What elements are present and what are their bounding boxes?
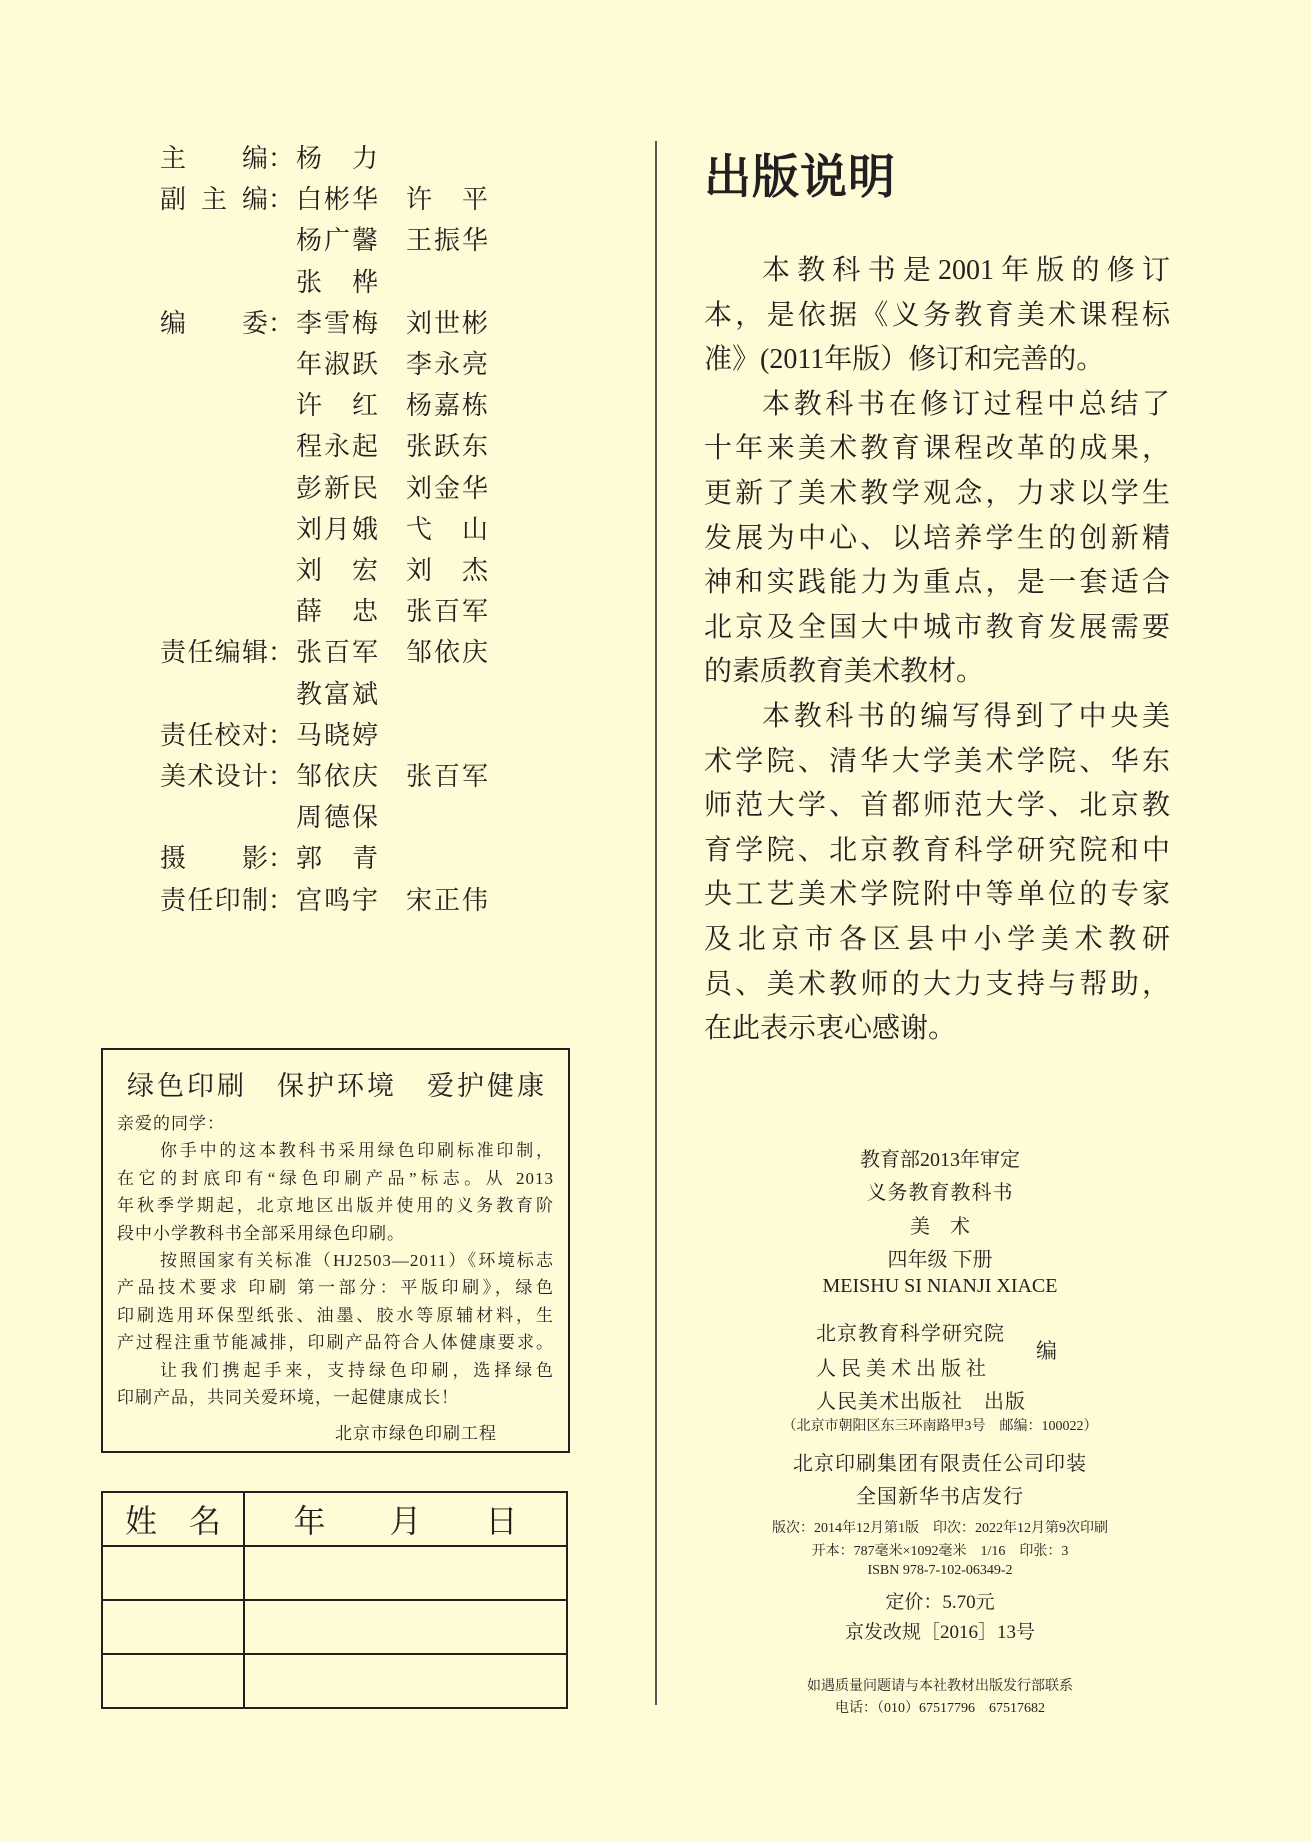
credit-name: 刘月娥 [296, 514, 378, 544]
grade: 四年级 下册 [887, 1249, 993, 1271]
paragraph-line: 发展为中心、以培养学生的创新精 [704, 522, 1170, 554]
date-cell[interactable] [244, 1600, 567, 1654]
editor-2: 人 民 美 术 出 版 社 [816, 1358, 986, 1380]
editor-suffix: 编 [1036, 1339, 1057, 1363]
notice-line: 印刷选用环保型纸张、油墨、胶水等原辅材料，生 [117, 1305, 554, 1325]
credit-row [160, 878, 516, 919]
credit-label: 副主编 [160, 185, 268, 215]
price: 定价：5.70元 [885, 1592, 995, 1613]
date-header: 年 月 日 [244, 1492, 567, 1546]
credit-row [160, 466, 516, 507]
credit-name: 薛忠 [296, 597, 378, 627]
paragraph-line: 的素质教育美术教材。 [704, 656, 985, 688]
paragraph-line: 术学院、清华大学美术学院、华东 [704, 745, 1170, 777]
green-printing-title: 绿色印刷 保护环境 爱护健康 [127, 1071, 547, 1101]
credit-name: 王振华 [406, 226, 488, 256]
notice-line: 产过程注重节能减排，印刷产品符合人体健康要求。 [117, 1333, 554, 1353]
credit-name: 李永亮 [406, 350, 488, 379]
paragraph-line: 准》(2011年版）修订和完善的。 [704, 344, 1105, 376]
credit-name: 刘世彬 [406, 308, 488, 338]
notice-line: 产品技术要求 印刷 第一部分：平版印刷》，绿色 [117, 1278, 554, 1298]
paragraph-line: 师范大学、首都师范大学、北京教 [704, 790, 1170, 822]
credit-name: 教富斌 [296, 679, 378, 709]
credit-row [160, 342, 516, 383]
credit-label: 摄影 [160, 844, 268, 874]
paragraph-line: 更新了美术教学观念，力求以学生 [704, 478, 1170, 509]
credit-row [160, 836, 406, 877]
format: 开本：787毫米×1092毫米 1/16 印张：3 [811, 1544, 1069, 1559]
date-cell[interactable] [244, 1654, 567, 1708]
credit-name: 宫鸣宇 [296, 885, 378, 915]
date-cell[interactable] [244, 1546, 567, 1600]
credit-row [160, 589, 516, 630]
credit-name: 刘杰 [406, 556, 488, 585]
credit-colon: ： [268, 762, 295, 791]
pinyin-title: MEISHU SI NIANJI XIACE [822, 1275, 1058, 1297]
name-cell[interactable] [102, 1600, 244, 1654]
name-date-table [101, 1491, 568, 1709]
series: 义务教育教科书 [866, 1182, 1014, 1204]
credit-name: 张跃东 [406, 432, 488, 462]
paragraph-line: 神和实践能力为重点，是一套适合 [704, 567, 1170, 599]
green-printing-signature: 北京市绿色印刷工程 [335, 1424, 497, 1443]
credit-label: 美术设计 [160, 762, 268, 791]
paragraph-line: 本，是依据《义务教育美术课程标 [704, 299, 1170, 331]
paragraph-line: 及北京市各区县中小学美术教研 [704, 924, 1170, 955]
credit-name: 杨力 [296, 144, 378, 173]
name-cell[interactable] [102, 1654, 244, 1708]
credit-name: 邹依庆 [406, 638, 488, 668]
credit-name: 许平 [406, 185, 488, 215]
credit-name: 白彬华 [296, 185, 378, 215]
distributor: 全国新华书店发行 [856, 1486, 1024, 1508]
credit-name: 张百军 [296, 638, 378, 668]
credit-name: 杨广馨 [296, 226, 378, 256]
credit-name: 马晓婷 [296, 720, 378, 750]
credit-name: 周德保 [296, 803, 378, 833]
credit-name: 张百军 [406, 597, 488, 627]
paragraph-line: 育学院、北京教育科学研究院和中 [704, 834, 1170, 866]
credit-row [160, 383, 516, 424]
credit-name: 许红 [296, 391, 378, 421]
credit-colon: ： [268, 144, 295, 173]
credit-colon: ： [268, 885, 295, 915]
credit-row [160, 177, 516, 218]
credit-row [160, 260, 406, 301]
credit-colon: ： [268, 185, 295, 215]
notice-line: 按照国家有关标准（HJ2503—2011）《环境标志 [160, 1251, 554, 1270]
credit-name: 张百军 [406, 762, 488, 791]
credit-row [160, 672, 406, 713]
paragraph-line: 本教科书的编写得到了中央美 [762, 701, 1170, 732]
credit-name: 弋山 [406, 514, 488, 544]
credit-name: 郭青 [296, 844, 378, 874]
credit-label: 责任印制 [160, 885, 268, 915]
address: （北京市朝阳区东三环南路甲3号 邮编：100022） [782, 1419, 1098, 1434]
credit-name: 程永起 [296, 432, 378, 462]
credit-row [160, 754, 516, 795]
paragraph-line: 本教科书在修订过程中总结了 [762, 388, 1170, 420]
credit-row [160, 218, 516, 259]
credit-row [160, 136, 406, 177]
quality-note: 如遇质量问题请与本社教材出版发行部联系 [807, 1679, 1073, 1694]
notice-line: 你手中的这本教科书采用绿色印刷标准印制， [160, 1141, 554, 1161]
credit-label: 责任校对 [160, 720, 268, 750]
notice-line: 在它的封底印有“绿色印刷产品”标志。从 2013 [117, 1168, 554, 1188]
credit-name: 邹依庆 [296, 762, 378, 791]
notice-line: 让我们携起手来，支持绿色印刷，选择绿色 [160, 1360, 554, 1380]
notice-line: 亲爱的同学： [117, 1114, 225, 1133]
explanation-title: 出版说明 [704, 152, 896, 204]
publisher: 人民美术出版社 出版 [816, 1391, 1026, 1413]
credit-label: 编委 [160, 308, 268, 338]
paragraph-line: 北京及全国大中城市教育发展需要 [704, 611, 1170, 643]
paragraph-line: 十年来美术教育课程改革的成果， [704, 433, 1170, 465]
credit-row [160, 507, 516, 548]
approval: 教育部2013年审定 [860, 1149, 1020, 1171]
credit-name: 杨嘉栋 [406, 391, 488, 421]
credit-label: 主编 [160, 144, 268, 173]
credit-colon: ： [268, 308, 295, 338]
subject: 美 术 [910, 1216, 970, 1238]
regulation: 京发改规［2016］13号 [844, 1622, 1035, 1643]
notice-line: 段中小学教科书全部采用绿色印刷。 [117, 1223, 405, 1243]
notice-line: 年秋季学期起，北京地区出版并使用的义务教育阶 [117, 1196, 554, 1216]
credit-name: 宋正伟 [406, 885, 488, 915]
credit-row [160, 424, 516, 465]
credit-name: 刘宏 [296, 556, 378, 585]
editor-1: 北京教育科学研究院 [816, 1323, 1005, 1345]
credit-row [160, 630, 516, 671]
paragraph-line: 在此表示衷心感谢。 [704, 1013, 957, 1045]
name-cell[interactable] [102, 1546, 244, 1600]
credit-label: 责任编辑 [160, 638, 268, 668]
paragraph-line: 员、美术教师的大力支持与帮助， [704, 968, 1170, 1000]
credit-row [160, 548, 516, 589]
credit-name: 刘金华 [406, 473, 488, 503]
paragraph-line: 央工艺美术学院附中等单位的专家 [704, 879, 1170, 911]
green-printing-notice [101, 1048, 570, 1453]
notice-line: 印刷产品，共同关爱环境，一起健康成长！ [117, 1388, 459, 1407]
edition: 版次：2014年12月第1版 印次：2022年12月第9次印刷 [772, 1521, 1108, 1536]
credit-row [160, 301, 516, 342]
phone: 电话：（010）67517796 67517682 [835, 1701, 1045, 1716]
isbn: ISBN 978-7-102-06349-2 [867, 1563, 1013, 1578]
credit-name: 张桦 [296, 267, 378, 297]
credit-name: 年淑跃 [296, 350, 378, 379]
name-header: 姓 名 [102, 1492, 244, 1546]
printer: 北京印刷集团有限责任公司印装 [793, 1453, 1087, 1475]
paragraph-line: 本教科书是2001年版的修订 [762, 255, 1170, 286]
column-divider [655, 141, 657, 1705]
credit-colon: ： [268, 720, 295, 750]
credit-row [160, 713, 406, 754]
credit-row [160, 795, 406, 836]
credit-name: 彭新民 [296, 473, 378, 503]
credit-colon: ： [268, 638, 295, 668]
credit-name: 李雪梅 [296, 308, 378, 338]
credit-colon: ： [268, 844, 295, 874]
